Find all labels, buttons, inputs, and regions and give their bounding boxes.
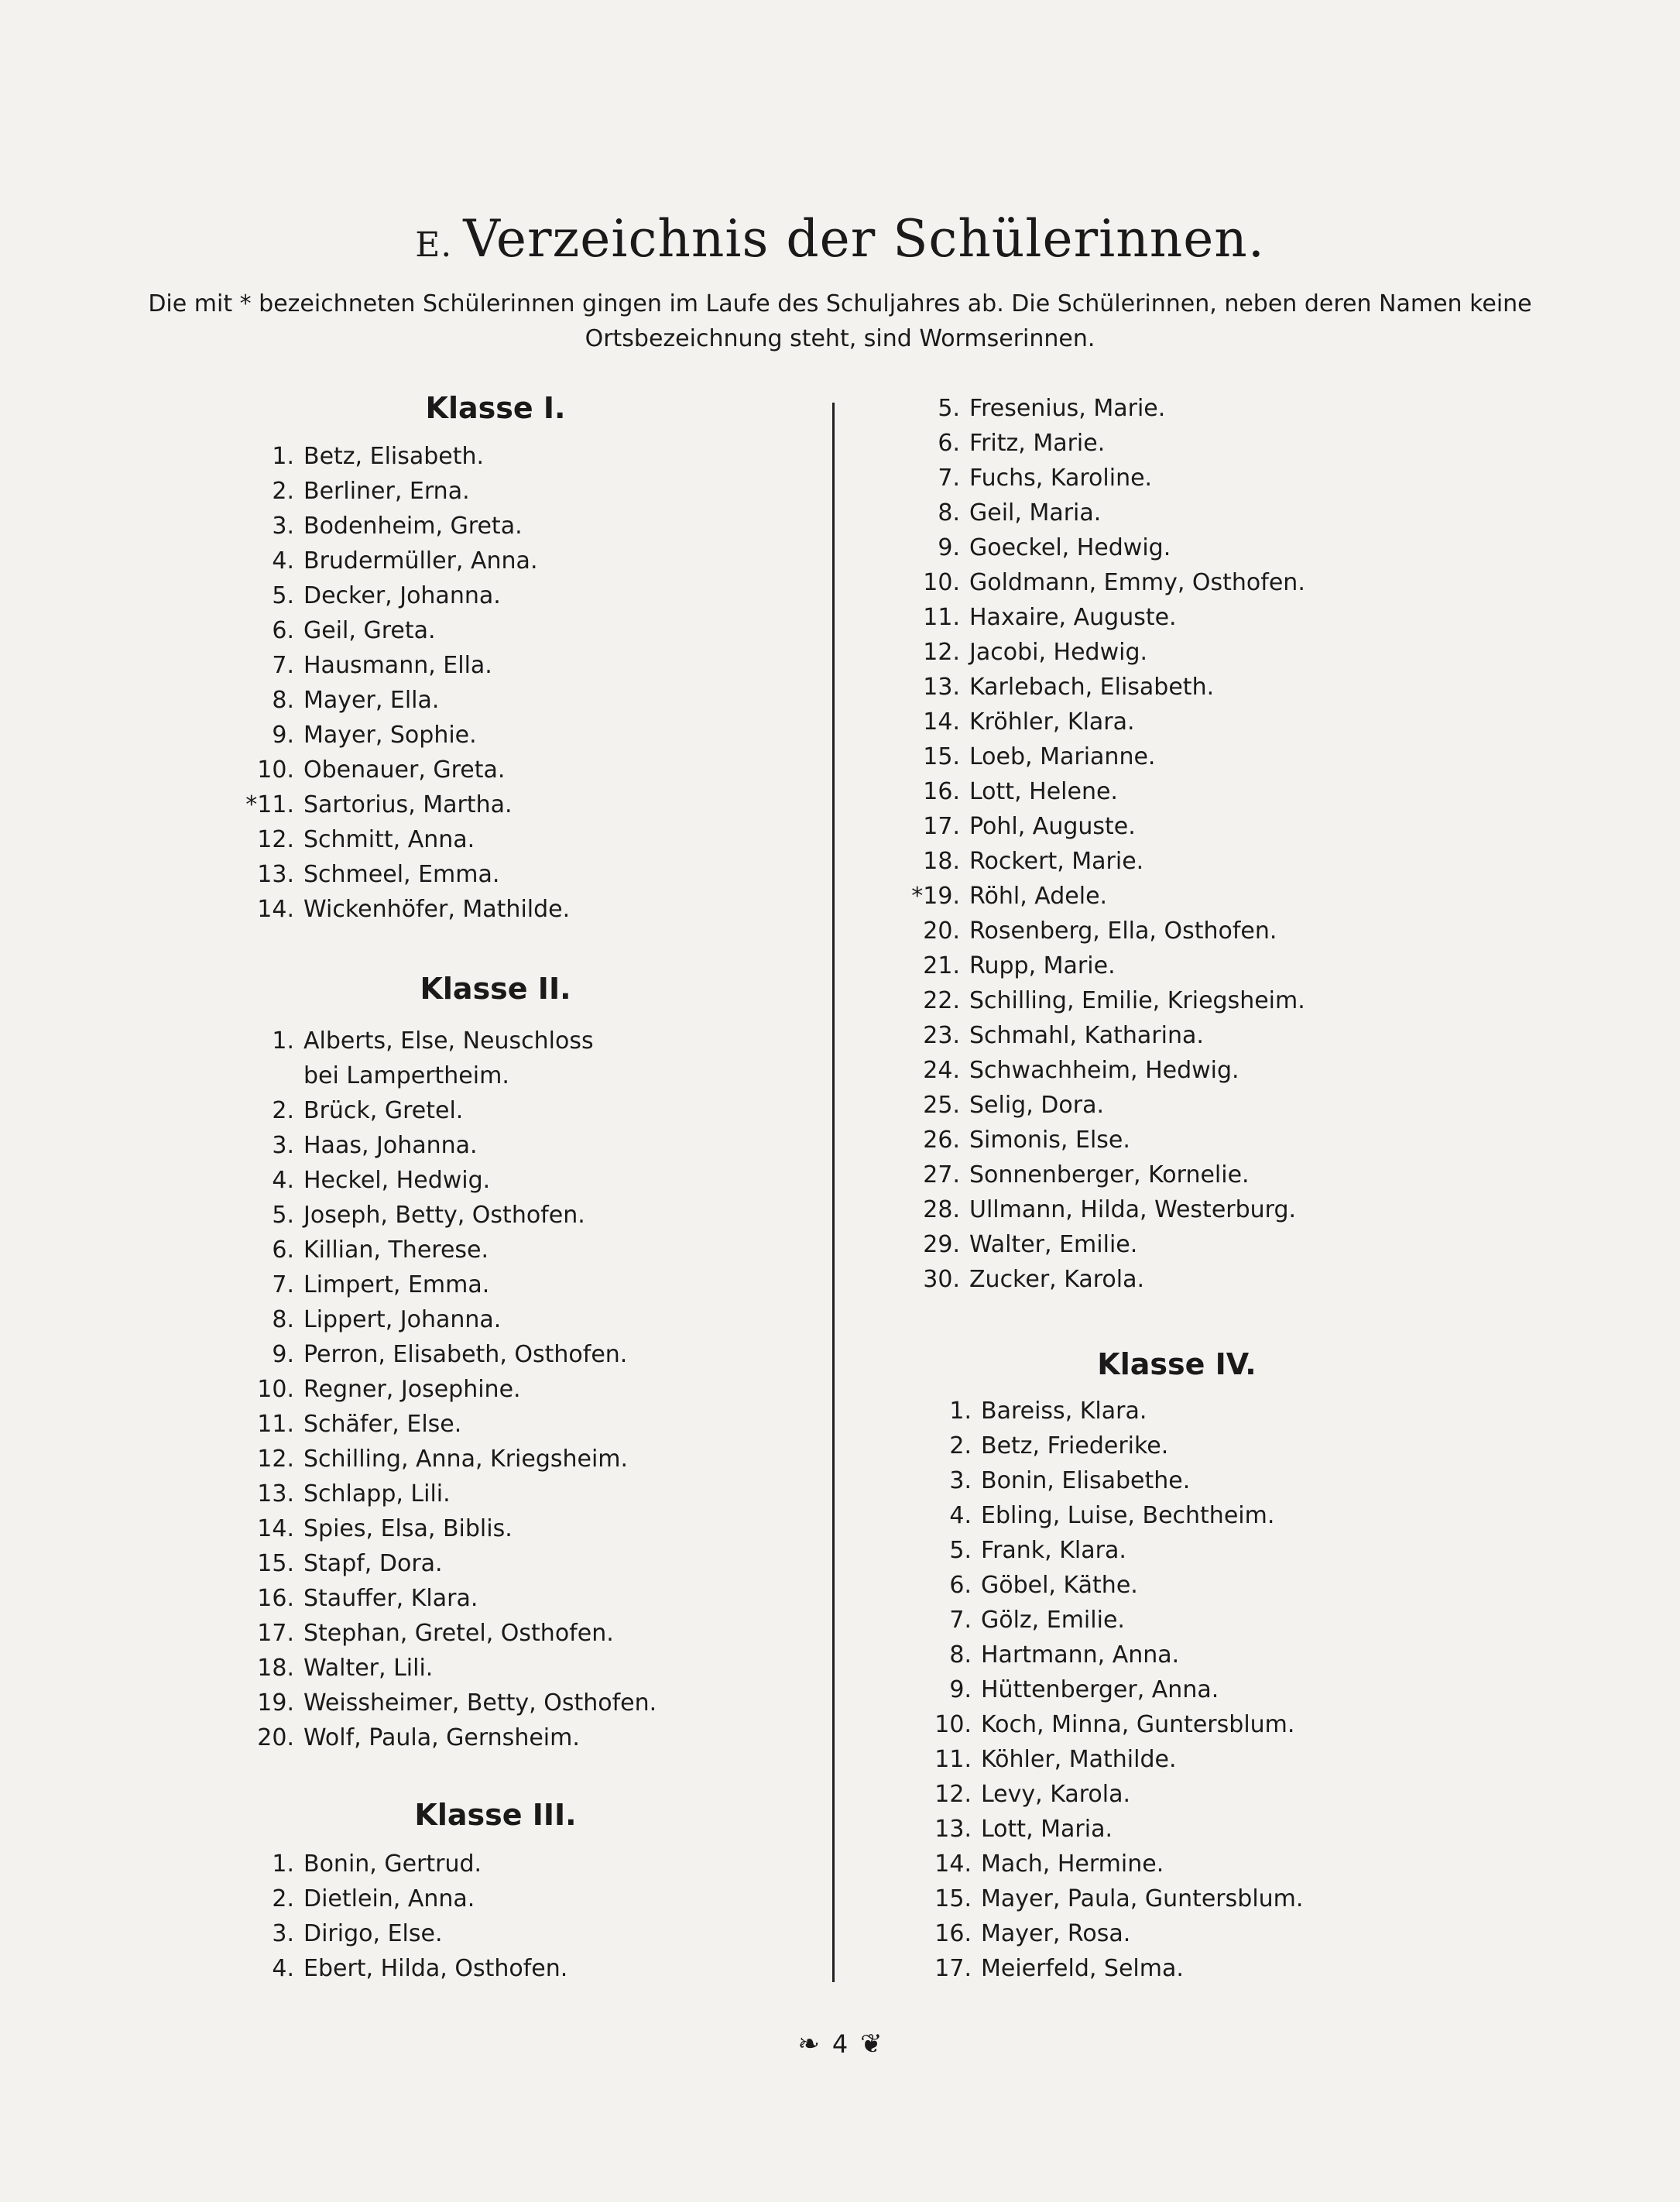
student-entry [232,1024,594,1058]
student-number: 4. [949,1502,972,1529]
student-entry [232,1616,614,1651]
student-entry [898,1158,1250,1192]
page-footer [0,2029,1680,2060]
student-number: 10. [257,1376,294,1403]
student-name: Haxaire, Auguste. [969,604,1177,631]
student-number: 12. [257,826,294,853]
student-entry [232,1546,443,1581]
klasse-1-heading: Klasse I. [425,391,566,425]
student-number: 4. [272,1167,294,1194]
student-entry [898,1672,1219,1707]
student-name: Ullmann, Hilda, Westerburg. [969,1196,1297,1223]
student-entry [898,1123,1130,1158]
student-name: Schäfer, Else. [303,1411,462,1438]
student-number: *19. [911,883,960,910]
student-number: 3. [272,1920,294,1947]
student-name: bei Lampertheim. [303,1062,509,1089]
student-entry [898,1777,1130,1812]
student-name: Rupp, Marie. [969,952,1116,979]
student-number: 20. [923,918,960,945]
student-name: Berliner, Erna. [303,478,470,505]
student-number: 7. [272,1271,294,1298]
student-name: Spies, Elsa, Biblis. [303,1515,513,1542]
student-number: 17. [934,1955,972,1982]
student-name: Stephan, Gretel, Osthofen. [303,1620,614,1647]
page-title [0,209,1680,269]
student-entry [898,530,1171,565]
student-number: 1. [272,443,294,470]
student-number: 3. [272,1132,294,1159]
student-entry [232,1233,489,1267]
student-entry [898,426,1105,461]
student-entry [232,1881,475,1916]
student-name: Bodenheim, Greta. [303,513,523,540]
student-entry [898,914,1277,948]
student-entry [898,1742,1177,1777]
student-number: 16. [257,1585,294,1612]
student-name: Loeb, Marianne. [969,743,1156,770]
page-number: 4 [831,2029,849,2059]
student-number: 14. [257,1515,294,1542]
student-number: *11. [245,791,294,818]
student-entry [898,1018,1204,1053]
student-number: 23. [923,1022,960,1049]
student-name: Meierfeld, Selma. [981,1955,1184,1982]
student-entry [232,1128,478,1163]
student-name: Mayer, Rosa. [981,1920,1131,1947]
student-entry [232,1477,451,1511]
student-name: Gölz, Emilie. [981,1607,1125,1634]
student-number: 17. [923,813,960,840]
student-name: Betz, Elisabeth. [303,443,485,470]
student-name: Schmahl, Katharina. [969,1022,1204,1049]
student-number: 5. [949,1537,972,1564]
student-name: Goeckel, Hedwig. [969,534,1171,561]
student-number: 11. [934,1746,972,1773]
student-number: 12. [923,639,960,666]
student-name: Brudermüller, Anna. [303,547,538,575]
student-name: Schmeel, Emma. [303,861,500,888]
section-prefix: E. [415,225,453,265]
student-entry [232,1198,585,1233]
student-number: 9. [272,722,294,749]
student-name: Decker, Johanna. [303,582,501,609]
student-number: 9. [949,1676,972,1703]
student-number: 30. [923,1266,960,1293]
student-number: 27. [923,1161,960,1188]
student-name: Göbel, Käthe. [981,1572,1138,1599]
student-entry [898,391,1165,426]
student-number: 16. [923,778,960,805]
student-name: Schmitt, Anna. [303,826,475,853]
student-entry [898,1812,1113,1847]
student-name: Lippert, Johanna. [303,1306,502,1333]
student-name: Killian, Therese. [303,1236,489,1264]
student-number: 8. [949,1641,972,1669]
student-entry [898,1429,1168,1463]
student-name: Pohl, Auguste. [969,813,1136,840]
student-name: Fritz, Marie. [969,430,1106,457]
student-name: Sonnenberger, Kornelie. [969,1161,1250,1188]
student-name: Goldmann, Emmy, Osthofen. [969,569,1305,596]
student-number: 17. [257,1620,294,1647]
student-number: 15. [923,743,960,770]
student-entry [232,892,570,927]
student-name: Schwachheim, Hedwig. [969,1057,1239,1084]
ornament-left-icon: ❧ [797,2029,820,2060]
student-entry [232,1267,489,1302]
student-name: Joseph, Betty, Osthofen. [303,1202,585,1229]
student-name: Walter, Lili. [303,1655,434,1682]
student-number: 4. [272,547,294,575]
student-entry [232,1163,490,1198]
student-name: Kröhler, Klara. [969,708,1135,736]
student-entry [232,509,523,544]
student-name: Lott, Helene. [969,778,1118,805]
student-entry [232,1720,580,1755]
student-name: Stapf, Dora. [303,1550,443,1577]
student-entry [898,496,1101,530]
student-number: 26. [923,1127,960,1154]
student-entry [898,1088,1104,1123]
student-entry [232,1407,461,1442]
student-name: Bonin, Gertrud. [303,1850,482,1878]
student-number: 2. [949,1432,972,1459]
student-entry [232,1372,521,1407]
student-number: 5. [272,1202,294,1229]
klasse-3-heading: Klasse III. [414,1798,577,1832]
student-name: Weissheimer, Betty, Osthofen. [303,1689,657,1717]
student-entry [898,1638,1179,1672]
student-name: Schlapp, Lili. [303,1480,451,1507]
student-entry [898,1916,1130,1951]
student-entry [232,1093,463,1128]
klasse-4-heading: Klasse IV. [1097,1347,1257,1381]
student-name: Brück, Gretel. [303,1097,464,1124]
student-entry [232,1442,628,1477]
student-name: Fresenius, Marie. [969,395,1166,422]
student-entry [232,613,436,648]
section-title: Verzeichnis der Schülerinnen. [463,209,1265,269]
student-entry [232,1651,433,1686]
student-entry [898,1881,1303,1916]
student-number: 6. [949,1572,972,1599]
student-entry [898,948,1116,983]
student-entry [898,809,1136,844]
student-name: Perron, Elisabeth, Osthofen. [303,1341,628,1368]
student-number: 2. [272,478,294,505]
student-name: Dietlein, Anna. [303,1885,475,1912]
student-name: Regner, Josephine. [303,1376,521,1403]
student-entry [898,739,1155,774]
student-name: Lott, Maria. [981,1816,1113,1843]
student-number: 13. [934,1816,972,1843]
student-name: Hüttenberger, Anna. [981,1676,1219,1703]
student-entry [898,1192,1296,1227]
student-number: 10. [923,569,960,596]
student-name: Mayer, Ella. [303,687,440,714]
student-entry [232,1847,482,1881]
student-number: 2. [272,1097,294,1124]
student-number: 13. [257,861,294,888]
student-entry [232,439,484,474]
student-entry [898,705,1135,739]
student-entry [232,683,439,718]
student-name: Levy, Karola. [981,1781,1131,1808]
student-name: Bareiss, Klara. [981,1398,1147,1425]
student-number: 1. [272,1027,294,1055]
student-number: 20. [257,1724,294,1751]
student-number: 3. [949,1467,972,1494]
student-entry [898,1847,1164,1881]
student-entry [898,1707,1294,1742]
student-number: 13. [923,674,960,701]
student-name: Zucker, Karola. [969,1266,1145,1293]
student-entry [232,822,475,857]
student-number: 3. [272,513,294,540]
student-name: Selig, Dora. [969,1092,1104,1119]
student-number: 18. [923,848,960,875]
student-entry [898,1262,1144,1297]
student-name: Limpert, Emma. [303,1271,490,1298]
student-number: 11. [257,1411,294,1438]
ornament-right-icon: ❦ [860,2029,883,2060]
student-entry [232,1511,513,1546]
student-number: 10. [934,1711,972,1738]
student-entry [232,1686,657,1720]
student-number: 8. [272,687,294,714]
student-name: Fuchs, Karoline. [969,465,1153,492]
student-entry [232,1951,567,1986]
student-name: Alberts, Else, Neuschloss [303,1027,594,1055]
student-name: Dirigo, Else. [303,1920,443,1947]
student-name: Köhler, Mathilde. [981,1746,1177,1773]
student-number: 2. [272,1885,294,1912]
student-entry [898,635,1147,670]
student-entry [232,1916,443,1951]
student-number: 7. [938,465,960,492]
student-name: Wickenhöfer, Mathilde. [303,896,571,923]
student-number: 9. [938,534,960,561]
student-entry [232,857,499,892]
student-number: 29. [923,1231,960,1258]
student-name: Frank, Klara. [981,1537,1126,1564]
student-name: Heckel, Hedwig. [303,1167,491,1194]
student-entry [232,1581,478,1616]
student-number: 8. [272,1306,294,1333]
student-name: Ebert, Hilda, Osthofen. [303,1955,568,1982]
student-number: 14. [934,1850,972,1878]
student-number: 11. [923,604,960,631]
student-name: Mach, Hermine. [981,1850,1164,1878]
student-entry [898,879,1107,914]
student-entry [898,1568,1138,1603]
student-number: 1. [272,1850,294,1878]
student-name: Jacobi, Hedwig. [969,639,1148,666]
student-name: Schilling, Emilie, Kriegsheim. [969,987,1305,1014]
student-entry [898,670,1214,705]
student-name: Bonin, Elisabethe. [981,1467,1191,1494]
student-number: 16. [934,1920,972,1947]
student-name: Hartmann, Anna. [981,1641,1180,1669]
student-entry [232,544,537,578]
student-number: 7. [272,652,294,679]
student-entry [232,1302,501,1337]
student-name: Koch, Minna, Guntersblum. [981,1711,1295,1738]
student-entry [898,774,1118,809]
student-name: Rosenberg, Ella, Osthofen. [969,918,1277,945]
student-entry [232,648,492,683]
student-name: Ebling, Luise, Bechtheim. [981,1502,1275,1529]
intro-note: Die mit * bezeichneten Schülerinnen gingen im Laufe des Schuljahres ab. Die Schülerinnen, neben deren Namen keine Ortsbezeichnung steht, sind Wormserinnen. [148,290,1532,352]
student-entry [898,1533,1126,1568]
student-entry [898,565,1305,600]
student-name: Simonis, Else. [969,1127,1130,1154]
student-entry [898,1463,1190,1498]
student-name: Röhl, Adele. [969,883,1108,910]
student-entry [232,474,470,509]
student-number: 25. [923,1092,960,1119]
student-number: 6. [272,617,294,644]
student-number: 19. [257,1689,294,1717]
student-entry [232,718,477,753]
student-entry [898,1053,1239,1088]
student-number: 4. [272,1955,294,1982]
student-name: Betz, Friederike. [981,1432,1169,1459]
student-entry [898,844,1143,879]
student-number: 7. [949,1607,972,1634]
student-name: Karlebach, Elisabeth. [969,674,1215,701]
student-number: 1. [949,1398,972,1425]
student-number: 13. [257,1480,294,1507]
student-entry [232,578,501,613]
student-entry [898,983,1305,1018]
student-number: 14. [257,896,294,923]
student-name: Wolf, Paula, Gernsheim. [303,1724,580,1751]
student-number: 15. [257,1550,294,1577]
student-number: 6. [272,1236,294,1264]
klasse-2-heading: Klasse II. [420,972,571,1006]
student-number: 6. [938,430,960,457]
student-entry [232,1058,509,1093]
student-number: 14. [923,708,960,736]
student-entry [898,461,1152,496]
student-number: 24. [923,1057,960,1084]
student-number: 12. [934,1781,972,1808]
student-entry [898,1394,1147,1429]
student-number: 5. [938,395,960,422]
student-entry [232,787,513,822]
student-entry [898,1227,1137,1262]
student-number: 21. [923,952,960,979]
student-entry [898,1603,1125,1638]
student-number: 5. [272,582,294,609]
student-name: Haas, Johanna. [303,1132,478,1159]
student-name: Walter, Emilie. [969,1231,1138,1258]
student-name: Mayer, Paula, Guntersblum. [981,1885,1304,1912]
student-name: Geil, Greta. [303,617,436,644]
student-entry [898,600,1177,635]
student-number: 8. [938,499,960,526]
student-number: 12. [257,1446,294,1473]
student-number: 15. [934,1885,972,1912]
student-number: 22. [923,987,960,1014]
student-entry [232,753,505,787]
student-name: Geil, Maria. [969,499,1102,526]
student-name: Rockert, Marie. [969,848,1144,875]
student-name: Sartorius, Martha. [303,791,513,818]
student-number: 10. [257,756,294,784]
student-number: 28. [923,1196,960,1223]
student-entry [898,1951,1184,1986]
student-entry [898,1498,1274,1533]
student-number: 18. [257,1655,294,1682]
student-entry [232,1337,627,1372]
student-number: 9. [272,1341,294,1368]
student-name: Mayer, Sophie. [303,722,477,749]
student-name: Schilling, Anna, Kriegsheim. [303,1446,629,1473]
student-name: Hausmann, Ella. [303,652,492,679]
student-name: Obenauer, Greta. [303,756,506,784]
column-divider [832,403,835,1982]
student-name: Stauffer, Klara. [303,1585,478,1612]
